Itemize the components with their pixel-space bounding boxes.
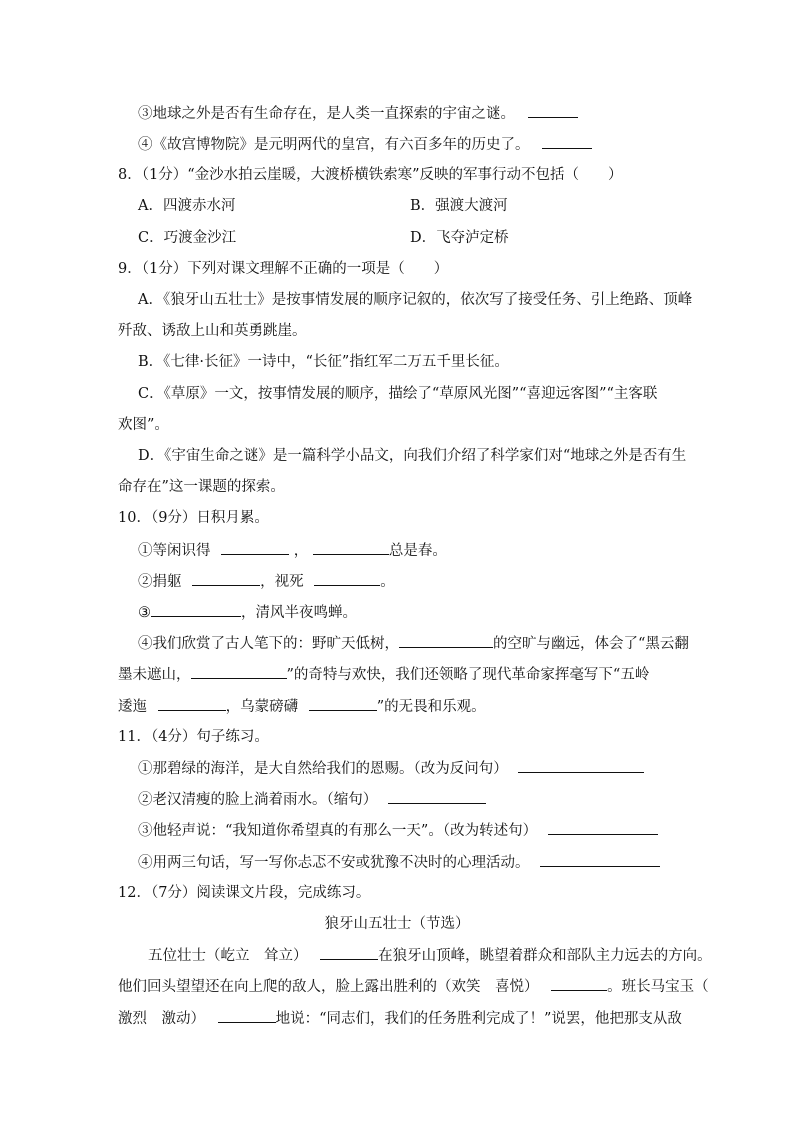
q8-option-d[interactable]: D．飞夺泸定桥 (410, 230, 509, 246)
q9-stem: 9．（1分）下列对课文理解不正确的一项是（ ） (118, 261, 449, 277)
q9-option-d-line1[interactable]: D．《宇宙生命之谜》是一篇科学小品文，向我们介绍了科学家们对“地球之外是否有生 (138, 448, 687, 464)
q8-stem: 8．（1分）“金沙水拍云崖暖，大渡桥横铁索寒”反映的军事行动不包括（ ） (118, 167, 623, 183)
q10-item-4-text-g: ”的无畏和乐观。 (376, 699, 486, 715)
q9-option-c-line1[interactable]: C．《草原》一文，按事情发展的顺序，描绘了“草原风光图”“喜迎远客图”“主客联 (138, 386, 658, 402)
passage-line-3 (118, 1008, 682, 1029)
q10-item-1-text-c: 总是春。 (388, 543, 447, 559)
q11-item-1 (138, 758, 644, 779)
q11-item-4-blank[interactable] (540, 852, 660, 867)
q10-item-3-text-b: ，清风半夜鸣蝉。 (241, 605, 357, 621)
q11-item-1-blank[interactable] (518, 758, 644, 773)
q10-item-4-text-a: ④我们欣赏了古人笔下的：野旷天低树， (138, 636, 399, 652)
passage-line-1 (148, 945, 712, 966)
q10-item-2-text-b: ，视死 (260, 574, 304, 590)
q11-stem: 11．（4分）句子练习。 (118, 729, 269, 745)
q11-item-4-text: ④用两三句话，写一写你忐忑不安或犹豫不决时的心理活动。 (138, 855, 530, 871)
passage-line-2-text-b: 。班长马宝玉（ (607, 979, 709, 995)
q10-item-4-blank-2[interactable] (191, 664, 287, 679)
q10-item-4-blank-3[interactable] (158, 696, 226, 711)
q9-option-a-line1[interactable]: A．《狼牙山五壮士》是按事情发展的顺序记叙的，依次写了接受任务、引上绝路、顶峰 (138, 292, 693, 308)
q10-item-1-text-b: ， (293, 543, 309, 559)
q10-item-2 (138, 571, 395, 592)
q10-item-4-blank-1[interactable] (399, 633, 493, 648)
q10-item-4-text-c: 墨未遮山， (118, 667, 191, 683)
passage-line-2 (118, 976, 709, 997)
q10-item-4-line2 (118, 664, 649, 685)
q10-item-1 (138, 540, 447, 561)
q11-item-4 (138, 852, 660, 873)
q10-item-4-text-b: 的空旷与幽远，体会了“黑云翻 (493, 636, 689, 652)
q10-stem: 10．（9分）日积月累。 (118, 510, 269, 526)
q10-item-1-blank-2[interactable] (313, 540, 389, 555)
q7-item-4 (138, 134, 592, 155)
q10-item-4-blank-4[interactable] (309, 696, 377, 711)
q10-item-2-text-c: 。 (380, 574, 395, 590)
q7-item-4-blank[interactable] (542, 134, 592, 149)
q10-item-2-blank-2[interactable] (314, 571, 380, 586)
q10-item-4-text-f: ，乌蒙磅礴 (225, 699, 299, 715)
q10-item-4-text-e: 逶迤 (118, 699, 147, 715)
q9-option-c-line2[interactable]: 欢图”。 (118, 417, 169, 433)
q10-item-1-blank-1[interactable] (221, 540, 289, 555)
q12-stem: 12．（7分）阅读课文片段，完成练习。 (118, 885, 371, 901)
passage-title: 狼牙山五壮士（节选） (324, 916, 470, 932)
passage-line-1-text-b: 在狼牙山顶峰，眺望着群众和部队主力远去的方向。 (378, 948, 712, 964)
passage-blank-3[interactable] (218, 1008, 276, 1023)
q9-option-d-line2[interactable]: 命存在”这一课题的探索。 (118, 479, 285, 495)
q11-item-2 (138, 789, 486, 810)
q10-item-2-text-a: ②捐躯 (138, 574, 182, 590)
q8-option-b[interactable]: B．强渡大渡河 (410, 198, 508, 214)
q7-item-3-text: ③地球之外是否有生命存在，是人类一直探索的宇宙之谜。 (138, 106, 515, 122)
passage-blank-2[interactable] (551, 976, 607, 991)
q9-option-b[interactable]: B．《七律·长征》一诗中，“长征”指红军二万五千里长征。 (138, 354, 509, 370)
q7-item-3 (138, 103, 578, 124)
q11-item-3 (138, 820, 658, 841)
passage-line-3-text-b: 地说：“同志们，我们的任务胜利完成了！”说罢，他把那支从敌 (275, 1011, 682, 1027)
passage-blank-1[interactable] (320, 945, 378, 960)
q10-item-3-text-a: ③ (138, 605, 151, 621)
q10-item-1-text-a: ①等闲识得 (138, 543, 211, 559)
q10-item-4-line3 (118, 696, 486, 717)
passage-line-2-text-a: 他们回头望望还在向上爬的敌人，脸上露出胜利的（欢笑 喜悦） (118, 979, 539, 995)
passage-line-3-text-a: 激烈 激动） (118, 1011, 205, 1027)
q8-option-a[interactable]: A．四渡赤水河 (138, 198, 236, 214)
q8-option-c[interactable]: C．巧渡金沙江 (138, 230, 237, 246)
q11-item-2-blank[interactable] (388, 789, 486, 804)
q10-item-3-blank[interactable] (151, 602, 241, 617)
passage-line-1-text-a: 五位壮士（屹立 耸立） (148, 948, 308, 964)
q11-item-1-text: ①那碧绿的海洋，是大自然给我们的恩赐。（改为反问句） (138, 761, 508, 777)
q11-item-3-text: ③他轻声说：“我知道你希望真的有那么一天”。（改为转述句） (138, 823, 538, 839)
q10-item-4-line1 (138, 633, 689, 654)
q11-item-3-blank[interactable] (548, 820, 658, 835)
q11-item-2-text: ②老汉清瘦的脸上淌着雨水。（缩句） (138, 792, 378, 808)
q9-option-a-line2[interactable]: 歼敌、诱敌上山和英勇跳崖。 (118, 323, 307, 339)
q7-item-4-text: ④《故宫博物院》是元明两代的皇宫，有六百多年的历史了。 (138, 137, 530, 153)
q7-item-3-blank[interactable] (528, 103, 578, 118)
q10-item-2-blank-1[interactable] (192, 571, 260, 586)
q10-item-3 (138, 602, 357, 623)
q10-item-4-text-d: ”的奇特与欢快，我们还领略了现代革命家挥毫写下“五岭 (286, 667, 650, 683)
